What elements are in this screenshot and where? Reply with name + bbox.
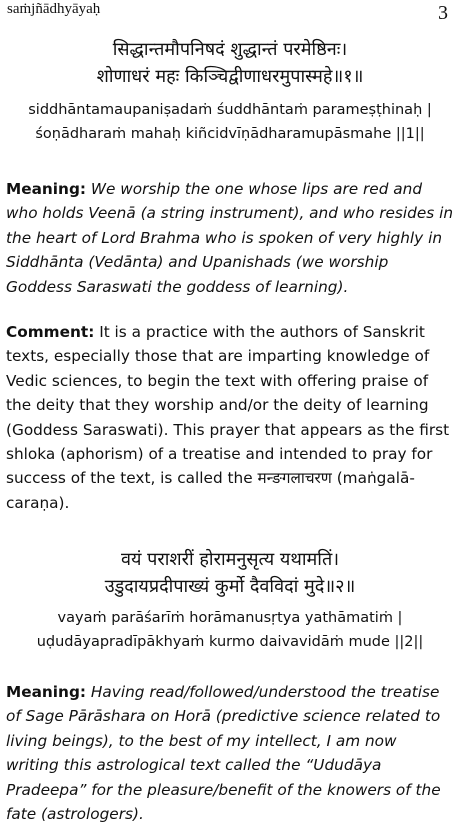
meaning-1-label: Meaning: [6,180,87,198]
meaning-1-paragraph [6,177,454,299]
running-header: saṁjñādhyāyaḥ [7,1,101,17]
verse-2-translit-line-2: uḍudāyapradīpākhyaṁ kurmo daivavidāṁ mude ||2|| [36,634,424,650]
verse-2 [0,546,460,600]
verse-1 [0,36,460,90]
meaning-2-label: Meaning: [6,683,87,701]
comment-text: It is a practice with the authors of Sanskrit texts, especially those that are imparting knowledge of Vedic sciences, to begin the text with offering praise of the deity that they worship and/or the deity of learning (Goddess Saraswati). This prayer that appears as the first shloka (aphorism) of a treatise and intended to pray for success of the text, is called the मन्ङगलाचरण (maṅgalā-caraṇa). [6,323,450,512]
comment-label: Comment: [6,323,95,341]
page-number: 3 [438,2,448,24]
verse-1-translit-line-2: śoṇādharaṁ mahaḥ kiñcidvīṇādharamupāsmahe ||1|| [35,126,425,142]
verse-2-devanagari-line-2: उडुदायप्रदीपाख्यं कुर्मो दैवविदां मुदे॥२॥ [104,576,356,597]
verse-2-transliteration [0,606,460,654]
comment-paragraph [6,320,454,515]
meaning-2-text: Having read/followed/understood the treatise of Sage Pārāshara on Horā (predictive science related to living beings), to the best of my intellect, I am now writing this astrological text called the “Ududāya Pradeepa” for the pleasure/benefit of the knowers of the fate (astrologers). [6,683,441,824]
verse-1-translit-line-1: siddhāntamaupaniṣadaṁ śuddhāntaṁ parameṣṭhinaḥ | [28,102,432,118]
verse-2-devanagari-line-1: वयं पराशरीं होरामनुसृत्य यथामतिं। [120,549,340,570]
meaning-1-text: We worship the one whose lips are red and who holds Veenā (a string instrument), and who resides in the heart of Lord Brahma who is spoken of very highly in Siddhānta (Vedānta) and Upanishads (we worship Goddess Saraswati the goddess of learning). [6,180,454,296]
verse-2-translit-line-1: vayaṁ parāśarīṁ horāmanusṛtya yathāmatiṁ | [57,610,403,626]
verse-1-devanagari-line-2: शोणाधरं महः किञ्चिद्वीणाधरमुपास्महे॥१॥ [96,66,364,87]
meaning-2-paragraph [6,680,454,826]
verse-1-devanagari-line-1: सिद्धान्तमौपनिषदं शुद्धान्तं परमेष्ठिनः। [112,39,348,60]
verse-1-transliteration [0,98,460,146]
